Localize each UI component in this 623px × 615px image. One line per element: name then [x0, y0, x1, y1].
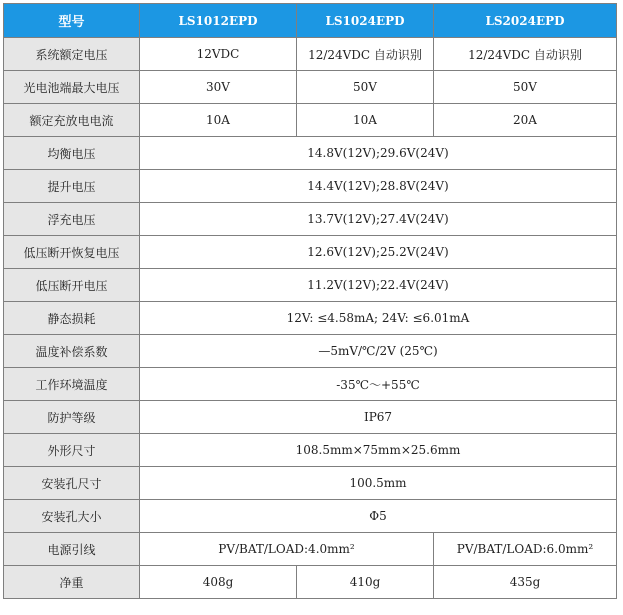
- row-label: 低压断开恢复电压: [4, 236, 140, 269]
- header-model-ls1012epd: LS1012EPD: [140, 4, 297, 38]
- row-label: 温度补偿系数: [4, 335, 140, 368]
- table-row: [4, 335, 617, 368]
- header-row: [4, 4, 617, 38]
- cell-value: 50V: [297, 71, 434, 104]
- row-label: 防护等级: [4, 401, 140, 434]
- row-label: 安装孔大小: [4, 500, 140, 533]
- cell-value: 12V: ≤4.58mA; 24V: ≤6.01mA: [140, 302, 617, 335]
- table-row: [4, 302, 617, 335]
- cell-value: —5mV/℃/2V (25℃): [140, 335, 617, 368]
- spec-table: [3, 3, 617, 599]
- table-row: [4, 500, 617, 533]
- cell-value: 14.4V(12V);28.8V(24V): [140, 170, 617, 203]
- table-row: [4, 170, 617, 203]
- header-model-ls1024epd: LS1024EPD: [297, 4, 434, 38]
- row-label: 浮充电压: [4, 203, 140, 236]
- table-row: [4, 401, 617, 434]
- cell-value: 12/24VDC 自动识别: [297, 38, 434, 71]
- table-row: [4, 533, 617, 566]
- header-model-ls2024epd: LS2024EPD: [434, 4, 617, 38]
- cell-value: 435g: [434, 566, 617, 599]
- table-row: [4, 203, 617, 236]
- cell-value: 408g: [140, 566, 297, 599]
- cell-value: 108.5mm×75mm×25.6mm: [140, 434, 617, 467]
- row-label: 电源引线: [4, 533, 140, 566]
- row-label: 外形尺寸: [4, 434, 140, 467]
- cell-value: 20A: [434, 104, 617, 137]
- row-label: 安装孔尺寸: [4, 467, 140, 500]
- row-label: 额定充放电电流: [4, 104, 140, 137]
- table-row: [4, 434, 617, 467]
- cell-value: 13.7V(12V);27.4V(24V): [140, 203, 617, 236]
- table-row: [4, 71, 617, 104]
- table-row: [4, 368, 617, 401]
- cell-value: 410g: [297, 566, 434, 599]
- row-label: 均衡电压: [4, 137, 140, 170]
- cell-value: 12VDC: [140, 38, 297, 71]
- table-row: [4, 467, 617, 500]
- header-model-label: 型号: [4, 4, 140, 38]
- row-label: 净重: [4, 566, 140, 599]
- row-label: 提升电压: [4, 170, 140, 203]
- cell-value: 30V: [140, 71, 297, 104]
- row-label: 低压断开电压: [4, 269, 140, 302]
- cell-value: 12/24VDC 自动识别: [434, 38, 617, 71]
- table-row: [4, 269, 617, 302]
- table-row: [4, 566, 617, 599]
- row-label: 系统额定电压: [4, 38, 140, 71]
- row-label: 工作环境温度: [4, 368, 140, 401]
- table-row: [4, 236, 617, 269]
- cell-value: 10A: [140, 104, 297, 137]
- cell-value: 14.8V(12V);29.6V(24V): [140, 137, 617, 170]
- table-row: [4, 137, 617, 170]
- cell-value: 100.5mm: [140, 467, 617, 500]
- table-row: [4, 104, 617, 137]
- cell-value: 11.2V(12V);22.4V(24V): [140, 269, 617, 302]
- row-label: 光电池端最大电压: [4, 71, 140, 104]
- cell-value: Φ5: [140, 500, 617, 533]
- cell-value: 12.6V(12V);25.2V(24V): [140, 236, 617, 269]
- cell-value: 10A: [297, 104, 434, 137]
- cell-value: PV/BAT/LOAD:4.0mm²: [140, 533, 434, 566]
- cell-value: IP67: [140, 401, 617, 434]
- table-row: [4, 38, 617, 71]
- cell-value: 50V: [434, 71, 617, 104]
- row-label: 静态损耗: [4, 302, 140, 335]
- cell-value: -35℃～+55℃: [140, 368, 617, 401]
- cell-value: PV/BAT/LOAD:6.0mm²: [434, 533, 617, 566]
